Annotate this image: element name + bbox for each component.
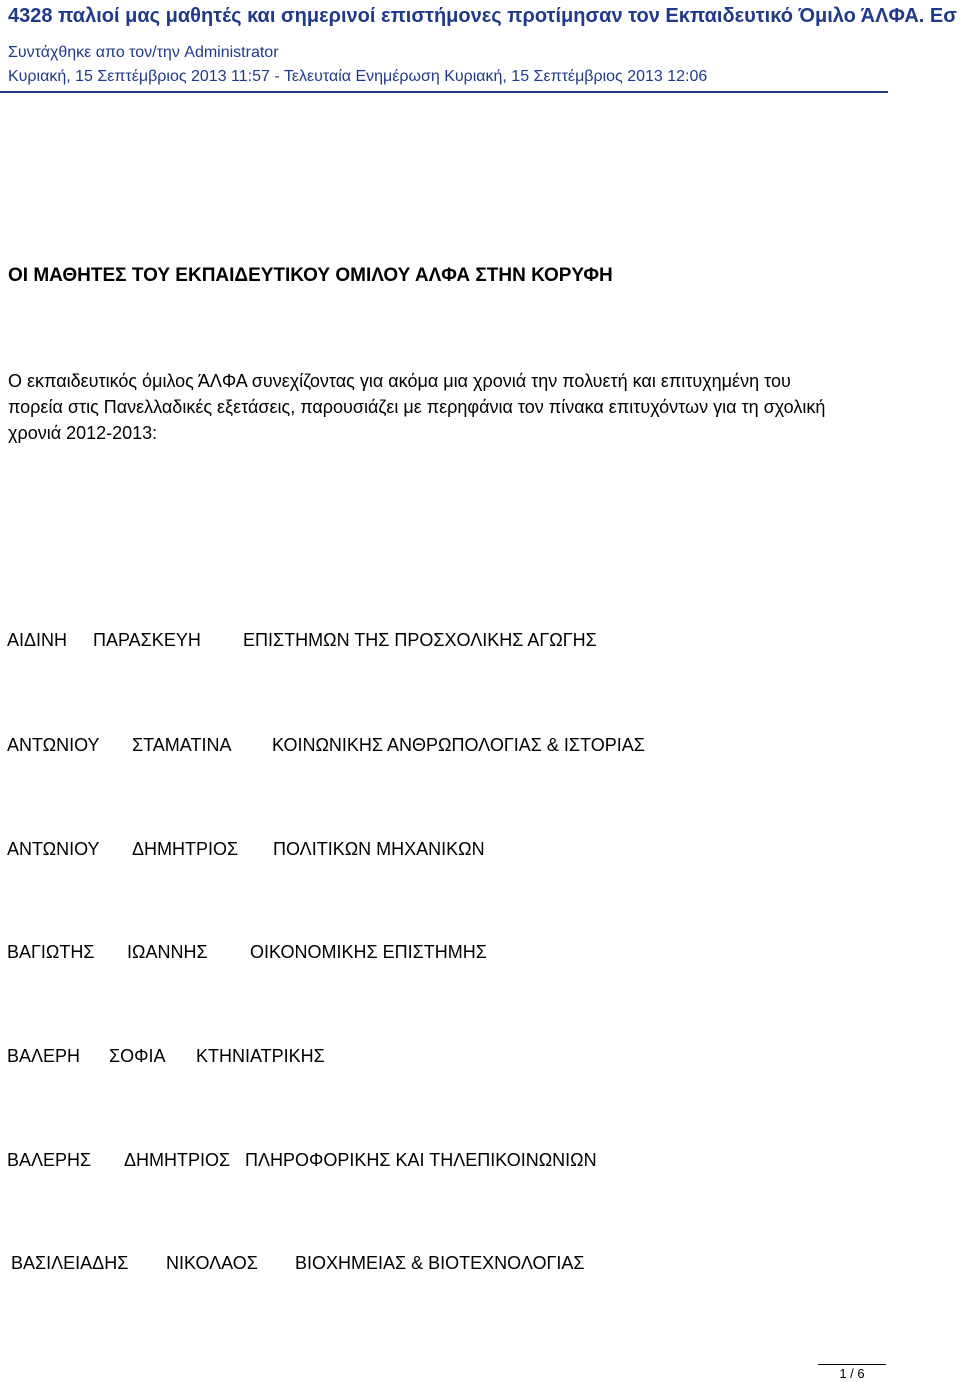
student-surname: ΑΝΤΩΝΙΟΥ	[7, 735, 100, 755]
student-school: ΚΤΗΝΙΑΤΡΙΚΗΣ	[196, 1046, 325, 1066]
student-name: ΔΗΜΗΤΡΙΟΣ	[132, 839, 239, 859]
student-surname: ΒΑΣΙΛΕΙΑΔΗΣ	[11, 1253, 129, 1273]
student-surname: ΒΑΓΙΩΤΗΣ	[7, 942, 95, 962]
article-intro: Ο εκπαιδευτικός όμιλος ΆΛΦΑ συνεχίζοντας για ακόμα μια χρονιά την πολυετή και επιτυχημένη του πορεία στις Πανελλαδικές εξετάσεις, παρουσιάζει με περηφάνια τον πίνακα επιτυχόντων για τη σχολική χρονιά 2012-2013:	[8, 371, 826, 443]
student-name: ΝΙΚΟΛΑΟΣ	[166, 1253, 258, 1273]
student-surname: ΑΙΔΙΝΗ	[7, 630, 68, 650]
footer-divider	[818, 1364, 886, 1365]
student-name: ΙΩΑΝΝΗΣ	[127, 942, 208, 962]
student-surname: ΑΝΤΩΝΙΟΥ	[7, 839, 100, 859]
article-headline	[8, 264, 613, 288]
student-school: ΒΙΟΧΗΜΕΙΑΣ & ΒΙΟΤΕΧΝΟΛΟΓΙΑΣ	[295, 1253, 585, 1273]
student-name: ΣΟΦΙΑ	[109, 1046, 166, 1066]
student-school: ΟΙΚΟΝΟΜΙΚΗΣ ΕΠΙΣΤΗΜΗΣ	[250, 942, 487, 962]
student-name: ΣΤΑΜΑΤΙΝΑ	[132, 735, 232, 755]
student-school: ΠΟΛΙΤΙΚΩΝ ΜΗΧΑΝΙΚΩΝ	[273, 839, 485, 859]
student-surname: ΒΑΛΕΡΗ	[7, 1046, 81, 1066]
header-divider	[0, 91, 888, 93]
student-name: ΠΑΡΑΣΚΕΥΗ	[93, 630, 201, 650]
dates-line: Κυριακή, 15 Σεπτέμβριος 2013 11:57 - Τελευταία Ενημέρωση Κυριακή, 15 Σεπτέμβριος 2013 12:06	[8, 68, 708, 85]
page-title: 4328 παλιοί μας μαθητές και σημερινοί επιστήμονες προτίμησαν τον Εκπαιδευτικό Όμιλο ΆΛΦΑ. Εσ	[8, 5, 957, 27]
student-surname: ΒΑΛΕΡΗΣ	[7, 1150, 92, 1170]
student-school: ΕΠΙΣΤΗΜΩΝ ΤΗΣ ΠΡΟΣΧΟΛΙΚΗΣ ΑΓΩΓΗΣ	[243, 630, 597, 650]
page-number: 1 / 6	[839, 1366, 865, 1381]
student-school: ΚΟΙΝΩΝΙΚΗΣ ΑΝΘΡΩΠΟΛΟΓΙΑΣ & ΙΣΤΟΡΙΑΣ	[272, 735, 645, 755]
headline-text: ΟΙ ΜΑΘΗΤΕΣ ΤΟΥ ΕΚΠΑΙΔΕΥΤΙΚΟΥ ΟΜΙΛΟΥ ΑΛΦΑ ΣΤΗΝ ΚΟΡΥΦΗ	[8, 265, 613, 286]
author-line: Συντάχθηκε απο τον/την Administrator	[8, 44, 279, 61]
student-school: ΠΛΗΡΟΦΟΡΙΚΗΣ ΚΑΙ ΤΗΛΕΠΙΚΟΙΝΩΝΙΩΝ	[245, 1150, 597, 1170]
student-name: ΔΗΜΗΤΡΙΟΣ	[124, 1150, 231, 1170]
